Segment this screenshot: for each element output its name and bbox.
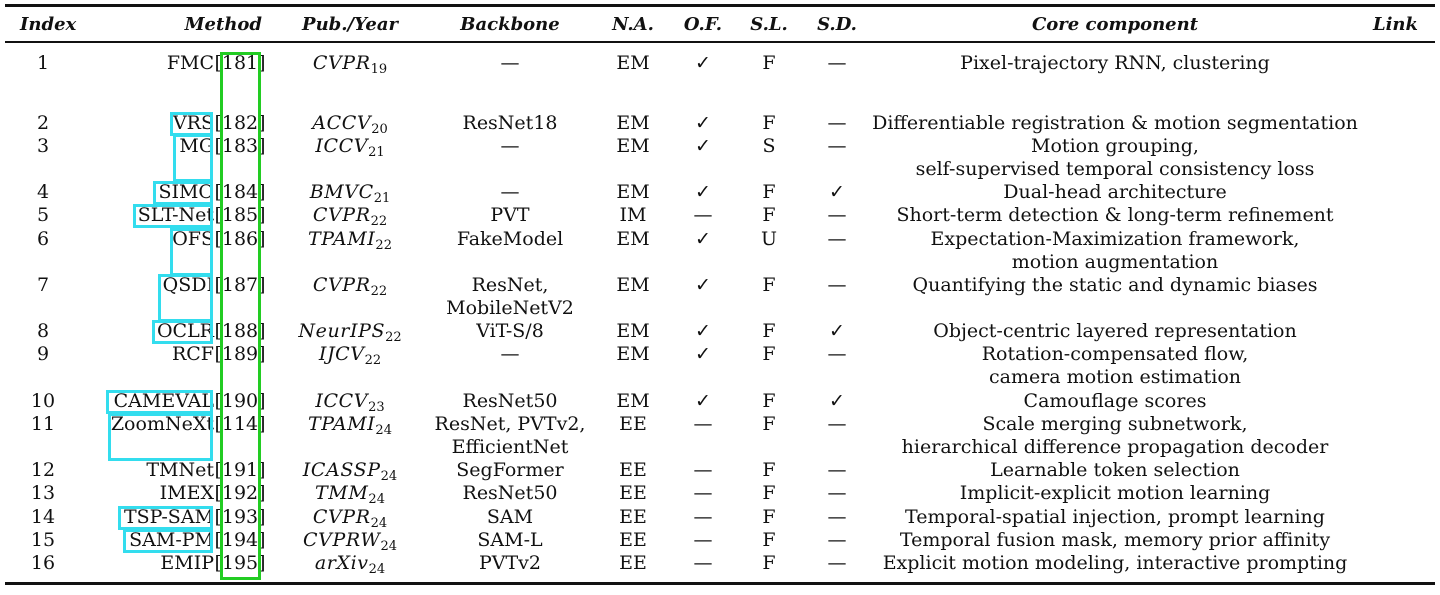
venue-year-subscript: 21	[368, 145, 385, 160]
supervision-level: F	[762, 320, 776, 342]
top-rule	[5, 4, 1435, 7]
method-highlight-box	[173, 134, 213, 182]
backbone-line: PVTv2	[478, 552, 542, 574]
synthetic-data: —	[827, 228, 847, 250]
method-name: OCLR	[156, 320, 214, 342]
reference-citation[interactable]: [195]	[214, 552, 266, 574]
reference-citation[interactable]: [181]	[214, 52, 266, 74]
method-name: MG	[179, 135, 214, 157]
method-highlight-box	[170, 112, 213, 136]
method-name: TSP-SAM	[123, 506, 214, 528]
core-component-line: Camouflage scores	[1023, 390, 1207, 412]
synthetic-data: ✓	[829, 181, 845, 203]
network-architecture: EE	[619, 506, 647, 528]
method-name: CAMEVAL	[113, 390, 214, 412]
reference-number: 184	[221, 181, 259, 203]
row-index: 2	[36, 112, 50, 134]
green-ref-box	[220, 52, 261, 580]
core-component-line: Dual-head architecture	[1003, 181, 1227, 203]
network-architecture: EM	[616, 135, 650, 157]
method-highlight-box	[153, 181, 213, 205]
method-name: FMC	[166, 52, 214, 74]
core-component-line: self-supervised temporal consistency loss	[915, 158, 1315, 180]
method-name: QSDI	[162, 274, 214, 296]
venue-name: CVPRW	[302, 529, 381, 551]
venue-name: CVPR	[312, 204, 371, 226]
synthetic-data: ✓	[829, 390, 845, 412]
row-index: 1	[36, 52, 50, 74]
supervision-level: F	[762, 181, 776, 203]
supervision-level: F	[762, 343, 776, 365]
venue-name: TPAMI	[308, 228, 376, 250]
reference-number: 185	[221, 204, 259, 226]
core-component-line: Learnable token selection	[990, 459, 1240, 481]
supervision-level: F	[762, 274, 776, 296]
backbone-line: PVT	[490, 204, 530, 226]
supervision-level: F	[762, 506, 776, 528]
header-rule	[5, 41, 1435, 43]
row-index: 16	[30, 552, 56, 574]
supervision-level: F	[762, 413, 776, 435]
method-name: VRS	[172, 112, 214, 134]
network-architecture: EE	[619, 552, 647, 574]
backbone-line: EfficientNet	[451, 436, 569, 458]
network-architecture: EM	[616, 52, 650, 74]
network-architecture: EM	[616, 390, 650, 412]
reference-citation[interactable]: [194]	[214, 529, 266, 551]
row-index: 14	[30, 506, 56, 528]
optical-flow: —	[693, 529, 713, 551]
backbone-line: —	[500, 135, 520, 157]
network-architecture: EM	[616, 112, 650, 134]
synthetic-data: —	[827, 204, 847, 226]
reference-number: 183	[221, 135, 259, 157]
reference-number: 181	[221, 52, 259, 74]
backbone-line: —	[500, 343, 520, 365]
header-backbone: Backbone	[460, 14, 560, 35]
backbone-line: SAM-L	[477, 529, 543, 551]
reference-number: 114	[221, 413, 259, 435]
network-architecture: EE	[619, 482, 647, 504]
venue-name: ICCV	[315, 135, 369, 157]
method-name: TMNet	[146, 459, 214, 481]
venue-name: arXiv	[314, 552, 369, 574]
backbone-line: —	[500, 181, 520, 203]
row-index: 6	[36, 228, 50, 250]
optical-flow: —	[693, 459, 713, 481]
reference-number: 191	[221, 459, 259, 481]
method-highlight-box	[108, 413, 213, 461]
synthetic-data: —	[827, 112, 847, 134]
network-architecture: EM	[616, 228, 650, 250]
supervision-level: F	[762, 482, 776, 504]
venue-year-subscript: 22	[385, 330, 402, 345]
venue-name: ICASSP	[302, 459, 381, 481]
venue-name: ACCV	[312, 112, 372, 134]
core-component-line: Temporal-spatial injection, prompt learning	[905, 506, 1325, 528]
supervision-level: U	[760, 228, 778, 250]
reference-citation[interactable]: [191]	[214, 459, 266, 481]
backbone-line: MobileNetV2	[446, 297, 574, 319]
header-method: Method	[184, 14, 262, 35]
method-highlight-box	[158, 274, 213, 322]
core-component-line: Differentiable registration & motion segmentation	[872, 112, 1358, 134]
core-component-line: Object-centric layered representation	[933, 320, 1297, 342]
reference-citation[interactable]: [114]	[214, 413, 266, 435]
venue-year	[313, 274, 387, 303]
synthetic-data: —	[827, 552, 847, 574]
method-highlight-box	[118, 506, 213, 530]
row-index: 13	[30, 482, 56, 504]
supervision-level: F	[762, 552, 776, 574]
reference-citation[interactable]: [189]	[214, 343, 266, 365]
optical-flow: —	[693, 482, 713, 504]
venue-year	[319, 343, 381, 372]
method-highlight-box	[133, 204, 213, 228]
venue-year-subscript: 22	[370, 284, 388, 299]
venue-year-subscript: 22	[375, 238, 392, 253]
reference-number: 193	[221, 506, 259, 528]
venue-year	[315, 135, 384, 164]
header-index: Index	[20, 14, 77, 35]
backbone-line: ResNet, PVTv2,	[434, 413, 586, 435]
venue-name: ICCV	[315, 390, 369, 412]
reference-citation[interactable]: [188]	[214, 320, 266, 342]
synthetic-data: —	[827, 413, 847, 435]
synthetic-data: ✓	[829, 320, 845, 342]
reference-number: 190	[221, 390, 259, 412]
core-component-line: Quantifying the static and dynamic biases	[912, 274, 1318, 296]
row-index: 11	[30, 413, 56, 435]
reference-citation[interactable]: [183]	[214, 135, 266, 157]
optical-flow: ✓	[695, 343, 711, 365]
core-component-line: Motion grouping,	[1031, 135, 1199, 157]
backbone-line: ResNet18	[462, 112, 558, 134]
reference-number: 194	[221, 529, 259, 551]
venue-year-subscript: 19	[370, 62, 388, 77]
synthetic-data: —	[827, 343, 847, 365]
core-component-line: Explicit motion modeling, interactive prompting	[882, 552, 1348, 574]
venue-name: TPAMI	[308, 413, 376, 435]
header-core-component: Core component	[1031, 14, 1199, 35]
synthetic-data: —	[827, 506, 847, 528]
venue-year-subscript: 23	[368, 400, 385, 415]
core-component-line: Rotation-compensated flow,	[981, 343, 1249, 365]
reference-citation[interactable]: [184]	[214, 181, 266, 203]
venue-year-subscript: 24	[375, 423, 392, 438]
method-highlight-box	[170, 228, 213, 276]
optical-flow: ✓	[695, 112, 711, 134]
core-component-line: Expectation-Maximization framework,	[930, 228, 1300, 250]
optical-flow: —	[693, 204, 713, 226]
header-sl: S.L.	[750, 14, 788, 35]
venue-year-subscript: 24	[380, 469, 398, 484]
venue-year-subscript: 21	[373, 191, 391, 206]
method-highlight-box	[123, 529, 213, 553]
core-component-line: Temporal fusion mask, memory prior affinity	[899, 529, 1331, 551]
network-architecture: EE	[619, 529, 647, 551]
venue-year	[313, 52, 387, 81]
venue-name: CVPR	[312, 52, 371, 74]
row-index: 9	[36, 343, 50, 365]
header-of: O.F.	[683, 14, 723, 35]
method-name: SIMO	[158, 181, 214, 203]
supervision-level: F	[762, 204, 776, 226]
method-name: EMIP	[160, 552, 214, 574]
method-highlight-box	[152, 320, 213, 344]
core-component-line: Scale merging subnetwork,	[982, 413, 1248, 435]
row-index: 3	[36, 135, 50, 157]
row-index: 5	[36, 204, 50, 226]
backbone-line: FakeModel	[456, 228, 564, 250]
optical-flow: ✓	[695, 181, 711, 203]
method-name: ZoomNeXt	[110, 413, 214, 435]
optical-flow: —	[693, 413, 713, 435]
backbone-line: ResNet,	[471, 274, 549, 296]
core-component-line: Implicit-explicit motion learning	[959, 482, 1271, 504]
header-sd: S.D.	[817, 14, 857, 35]
backbone-line: SegFormer	[456, 459, 564, 481]
venue-name: NeurIPS	[298, 320, 386, 342]
network-architecture: EM	[616, 181, 650, 203]
network-architecture: EM	[616, 274, 650, 296]
venue-year-subscript: 24	[368, 562, 386, 577]
supervision-level: S	[762, 135, 776, 157]
method-name: SLT-Net	[137, 204, 214, 226]
reference-citation[interactable]: [186]	[214, 228, 266, 250]
network-architecture: EM	[616, 343, 650, 365]
network-architecture: EE	[619, 459, 647, 481]
row-index: 8	[36, 320, 50, 342]
synthetic-data: —	[827, 482, 847, 504]
method-name: OFS	[172, 228, 214, 250]
supervision-level: F	[762, 459, 776, 481]
reference-citation[interactable]: [185]	[214, 204, 266, 226]
venue-year-subscript: 20	[371, 122, 388, 137]
reference-number: 188	[221, 320, 259, 342]
supervision-level: F	[762, 390, 776, 412]
reference-citation[interactable]: [187]	[214, 274, 266, 296]
optical-flow: —	[693, 506, 713, 528]
reference-number: 189	[221, 343, 259, 365]
supervision-level: F	[762, 52, 776, 74]
core-component-line: Short-term detection & long-term refinement	[896, 204, 1334, 226]
venue-year	[308, 413, 392, 442]
reference-number: 195	[221, 552, 259, 574]
venue-year-subscript: 22	[370, 214, 388, 229]
venue-year	[315, 552, 385, 581]
core-component-line: hierarchical difference propagation decoder	[901, 436, 1329, 458]
core-component-line: Pixel-trajectory RNN, clustering	[960, 52, 1270, 74]
venue-name: BMVC	[309, 181, 374, 203]
header-na: N.A.	[612, 14, 654, 35]
synthetic-data: —	[827, 459, 847, 481]
row-index: 10	[30, 390, 56, 412]
venue-name: CVPR	[312, 274, 371, 296]
row-index: 15	[30, 529, 56, 551]
venue-name: CVPR	[312, 506, 371, 528]
optical-flow: ✓	[695, 135, 711, 157]
venue-year	[308, 228, 392, 257]
supervision-level: F	[762, 112, 776, 134]
backbone-line: SAM	[486, 506, 534, 528]
reference-citation[interactable]: [182]	[214, 112, 266, 134]
core-component-line: camera motion estimation	[988, 366, 1242, 388]
optical-flow: ✓	[695, 228, 711, 250]
reference-citation[interactable]: [193]	[214, 506, 266, 528]
method-highlight-box	[106, 390, 213, 414]
optical-flow: ✓	[695, 52, 711, 74]
network-architecture: EM	[616, 320, 650, 342]
backbone-line: ResNet50	[462, 390, 558, 412]
optical-flow: ✓	[695, 390, 711, 412]
header-link: Link	[1372, 14, 1418, 35]
reference-citation[interactable]: [192]	[214, 482, 266, 504]
reference-number: 186	[221, 228, 259, 250]
method-name: IMEX	[159, 482, 214, 504]
venue-year-subscript: 24	[370, 516, 388, 531]
backbone-line: ViT-S/8	[476, 320, 544, 342]
row-index: 7	[36, 274, 50, 296]
synthetic-data: —	[827, 529, 847, 551]
row-index: 4	[36, 181, 50, 203]
supervision-level: F	[762, 529, 776, 551]
venue-year-subscript: 22	[364, 353, 382, 368]
reference-number: 187	[221, 274, 259, 296]
reference-number: 182	[221, 112, 259, 134]
venue-name: TMM	[315, 482, 369, 504]
header-pub-year: Pub./Year	[302, 14, 398, 35]
method-name: SAM-PM	[129, 529, 214, 551]
network-architecture: EE	[619, 413, 647, 435]
venue-year-subscript: 24	[380, 539, 398, 554]
optical-flow: ✓	[695, 274, 711, 296]
method-name: RCF	[171, 343, 214, 365]
synthetic-data: —	[827, 274, 847, 296]
backbone-line: —	[500, 52, 520, 74]
row-index: 12	[30, 459, 56, 481]
synthetic-data: —	[827, 52, 847, 74]
venue-year-subscript: 24	[368, 492, 385, 507]
optical-flow: ✓	[695, 320, 711, 342]
backbone-line: ResNet50	[462, 482, 558, 504]
venue-name: IJCV	[318, 343, 365, 365]
optical-flow: —	[693, 552, 713, 574]
synthetic-data: —	[827, 135, 847, 157]
network-architecture: IM	[619, 204, 647, 226]
core-component-line: motion augmentation	[1011, 251, 1219, 273]
reference-citation[interactable]: [190]	[214, 390, 266, 412]
bottom-rule	[5, 582, 1435, 585]
reference-number: 192	[221, 482, 259, 504]
